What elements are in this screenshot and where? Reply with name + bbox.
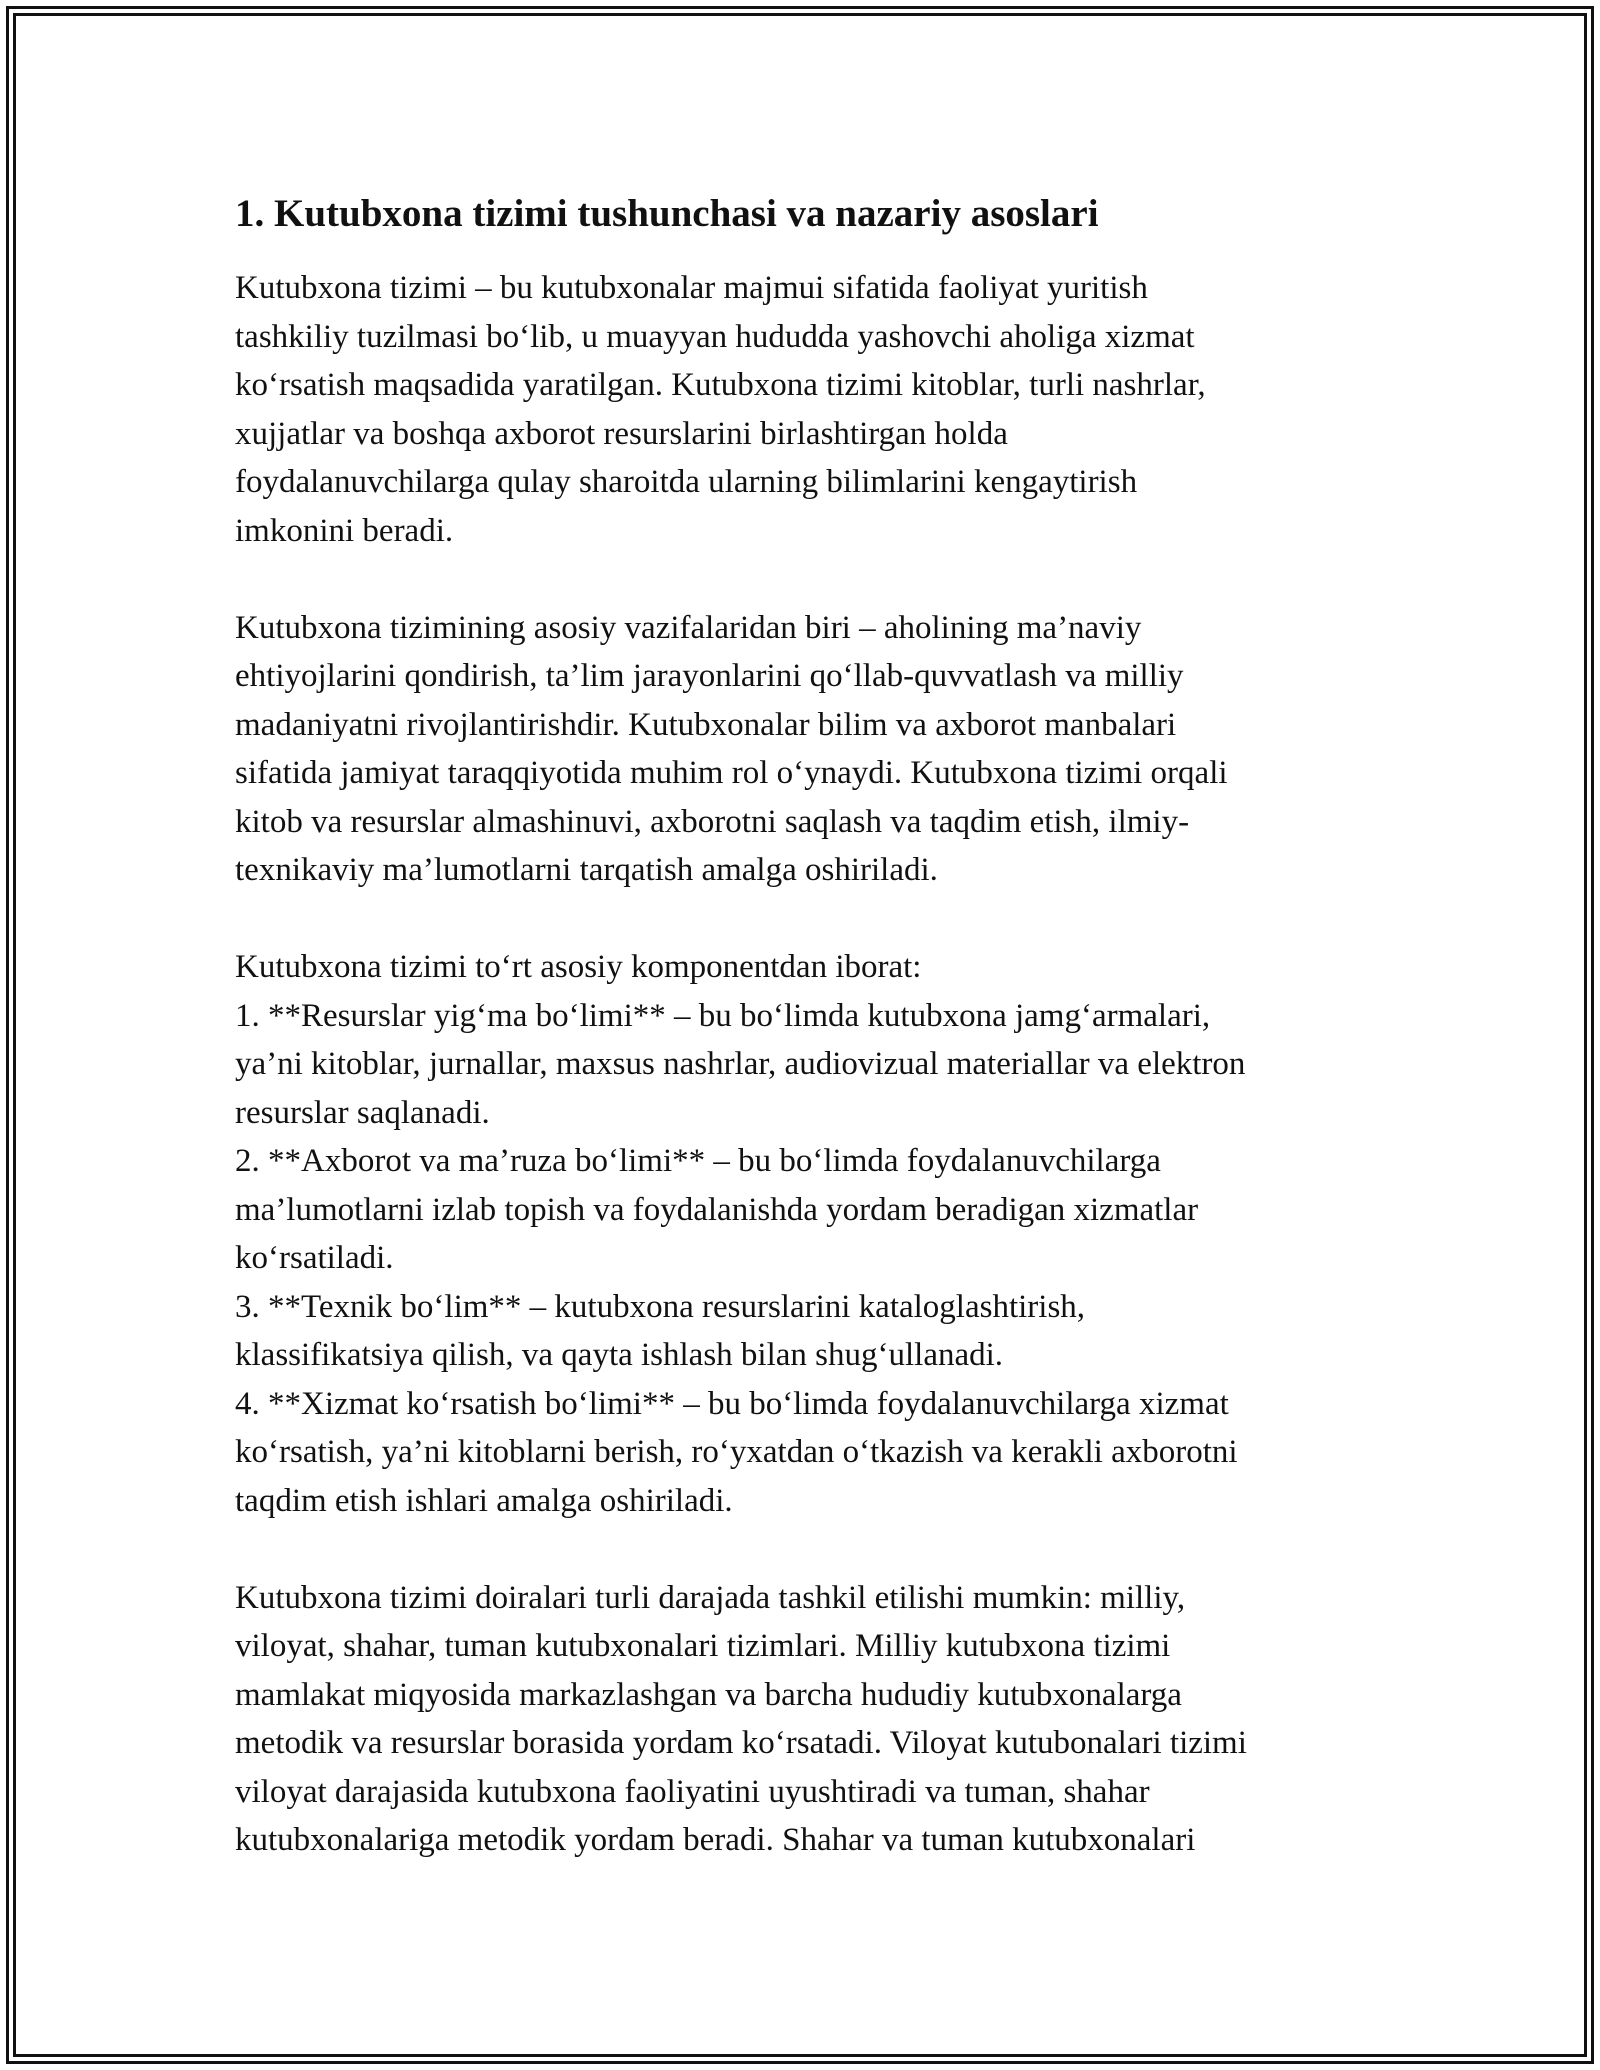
list-item-line: ya’ni kitoblar, jurnallar, maxsus nashrlar, audiovizual materiallar va elektron xyxy=(235,1046,1246,1082)
text-line: imkonini beradi. xyxy=(235,512,454,549)
list-item-line: ma’lumotlarni izlab topish va foydalanishda yordam beradigan xizmatlar xyxy=(235,1191,1199,1228)
list-item-line: ko‘rsatish, ya’ni kitoblarni berish, ro‘yxatdan o‘tkazish va kerakli axborotni xyxy=(235,1434,1238,1470)
text-line: Kutubxona tizimining asosiy vazifalaridan biri – aholining ma’naviy xyxy=(235,609,1142,646)
paragraph-spacer xyxy=(235,555,1375,604)
paragraph-components-list xyxy=(235,943,1375,1525)
text-line: metodik va resurslar borasida yordam ko‘rsatadi. Viloyat kutubonalari tizimi xyxy=(235,1725,1247,1761)
text-line: kitob va resurslar almashinuvi, axborotni saqlash va taqdim etish, ilmiy- xyxy=(235,803,1190,840)
heading-spacer xyxy=(235,242,1375,264)
list-intro-line: Kutubxona tizimi to‘rt asosiy komponentdan iborat: xyxy=(235,949,922,985)
text-line: Kutubxona tizimi – bu kutubxonalar majmui sifatida faoliyat yuritish xyxy=(235,270,1148,306)
list-item-line: 2. **Axborot va ma’ruza bo‘limi** – bu bo‘limda foydalanuvchilarga xyxy=(235,1143,1161,1179)
paragraph-spacer xyxy=(235,1525,1375,1574)
paragraph-levels xyxy=(235,1574,1375,1865)
list-item-line: taqdim etish ishlari amalga oshiriladi. xyxy=(235,1482,733,1519)
section-heading: 1. Kutubxona tizimi tushunchasi va nazariy asoslari xyxy=(235,192,1099,235)
paragraph-functions xyxy=(235,604,1375,895)
paragraph-definition xyxy=(235,264,1375,555)
list-item-line: klassifikatsiya qilish, va qayta ishlash bilan shug‘ullanadi. xyxy=(235,1337,1004,1373)
text-line: Kutubxona tizimi doiralari turli darajada tashkil etilishi mumkin: milliy, xyxy=(235,1579,1186,1616)
text-line: ko‘rsatish maqsadida yaratilgan. Kutubxona tizimi kitoblar, turli nashrlar, xyxy=(235,367,1206,403)
text-line: texnikaviy ma’lumotlarni tarqatish amalga oshiriladi. xyxy=(235,852,938,888)
list-item-line: ko‘rsatiladi. xyxy=(235,1240,394,1276)
document-body xyxy=(235,186,1375,1865)
text-line: sifatida jamiyat taraqqiyotida muhim rol o‘ynaydi. Kutubxona tizimi orqali xyxy=(235,755,1228,791)
list-item-line: resurslar saqlanadi. xyxy=(235,1094,490,1131)
text-line: mamlakat miqyosida markazlashgan va barcha hududiy kutubxonalarga xyxy=(235,1676,1182,1713)
text-line: tashkiliy tuzilmasi bo‘lib, u muayyan hududda yashovchi aholiga xizmat xyxy=(235,318,1195,355)
text-line: xujjatlar va boshqa axborot resurslarini birlashtirgan holda xyxy=(235,415,1008,452)
text-line: madaniyatni rivojlantirishdir. Kutubxonalar bilim va axborot manbalari xyxy=(235,706,1177,743)
text-line: foydalanuvchilarga qulay sharoitda ularning bilimlarini kengaytirish xyxy=(235,464,1138,500)
text-line: kutubxonalariga metodik yordam beradi. Shahar va tuman kutubxonalari xyxy=(235,1822,1196,1858)
text-line: viloyat, shahar, tuman kutubxonalari tizimlari. Milliy kutubxona tizimi xyxy=(235,1628,1171,1664)
list-item-line: 1. **Resurslar yig‘ma bo‘limi** – bu bo‘limda kutubxona jamg‘armalari, xyxy=(235,997,1211,1034)
paragraph-spacer xyxy=(235,895,1375,944)
text-line: viloyat darajasida kutubxona faoliyatini uyushtiradi va tuman, shahar xyxy=(235,1773,1150,1810)
text-line: ehtiyojlarini qondirish, ta’lim jarayonlarini qo‘llab-quvvatlash va milliy xyxy=(235,658,1184,694)
list-item-line: 3. **Texnik bo‘lim** – kutubxona resurslarini kataloglashtirish, xyxy=(235,1288,1086,1325)
list-item-line: 4. **Xizmat ko‘rsatish bo‘limi** – bu bo‘limda foydalanuvchilarga xizmat xyxy=(235,1385,1229,1422)
